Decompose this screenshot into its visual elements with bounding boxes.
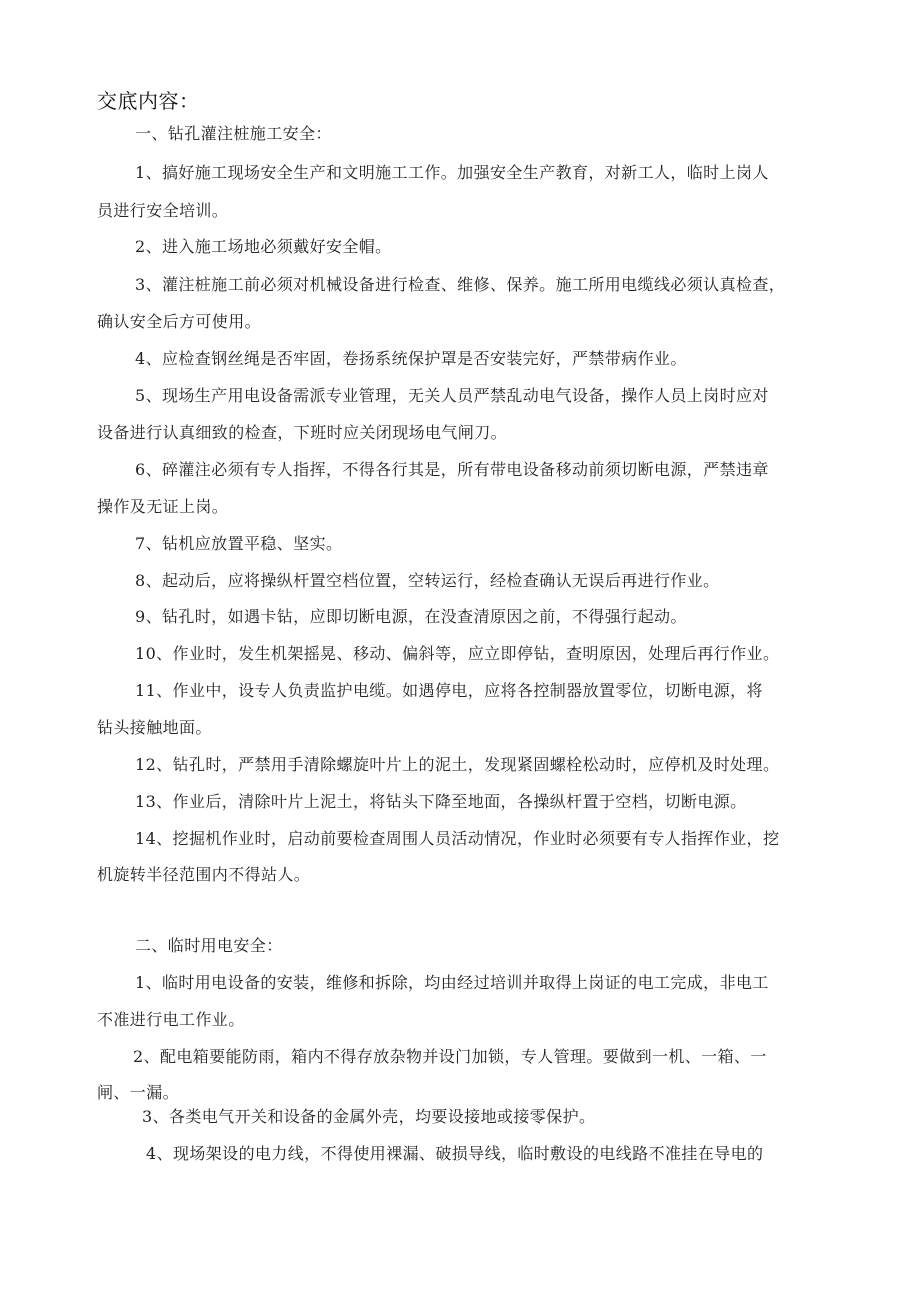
page-heading: 交底内容： [97, 89, 200, 113]
item-1-5-line-1: 5、现场生产用电设备需派专业管理，无关人员严禁乱动电气设备，操作人员上岗时应对 [135, 386, 769, 405]
item-1-8-line-1: 8、起动后，应将操纵杆置空档位置，空转运行，经检查确认无误后再进行作业。 [135, 571, 720, 590]
item-1-11-line-1: 11、作业中，设专人负责监护电缆。如遇停电，应将各控制器放置零位，切断电源，将 [135, 681, 763, 700]
item-1-3-line-2: 确认安全后方可使用。 [97, 312, 262, 331]
item-1-11-line-2: 钻头接触地面。 [97, 718, 212, 737]
item-1-6-line-2: 操作及无证上岗。 [97, 497, 229, 516]
item-1-13-line-1: 13、作业后，清除叶片上泥土，将钻头下降至地面，各操纵杆置于空档，切断电源。 [135, 792, 747, 811]
item-1-14-line-1: 14、挖掘机作业时，启动前要检查周围人员活动情况，作业时必须要有专人指挥作业，挖 [135, 829, 780, 848]
item-2-2-line-1: 2、配电箱要能防雨，箱内不得存放杂物并设门加锁，专人管理。要做到一机、一箱、一 [133, 1047, 767, 1066]
item-2-1-line-2: 不准进行电工作业。 [97, 1010, 245, 1029]
item-1-7-line-1: 7、钻机应放置平稳、坚实。 [135, 534, 343, 553]
item-2-4-line-1: 4、现场架设的电力线，不得使用裸漏、破损导线，临时敷设的电线路不准挂在导电的 [146, 1144, 764, 1163]
section-2-title: 二、临时用电安全： [135, 936, 283, 955]
item-1-3-line-1: 3、灌注桩施工前必须对机械设备进行检查、维修、保养。施工所用电缆线必须认真检查， [135, 275, 786, 294]
item-1-6-line-1: 6、碎灌注必须有专人指挥，不得各行其是，所有带电设备移动前须切断电源，严禁违章 [135, 460, 769, 479]
item-1-5-line-2: 设备进行认真细致的检查，下班时应关闭现场电气闸刀。 [97, 423, 508, 442]
item-1-10-line-1: 10、作业时，发生机架摇晃、移动、偏斜等，应立即停钻，查明原因，处理后再行作业。 [135, 644, 780, 663]
item-1-14-line-2: 机旋转半径范围内不得站人。 [97, 865, 311, 884]
item-1-12-line-1: 12、钻孔时，严禁用手清除螺旋叶片上的泥土，发现紧固螺栓松动时，应停机及时处理。 [135, 755, 780, 774]
item-2-2-line-2: 闸、一漏。 [97, 1083, 180, 1102]
item-2-1-line-1: 1、临时用电设备的安装，维修和拆除，均由经过培训并取得上岗证的电工完成，非电工 [135, 973, 769, 992]
item-1-1-line-1: 1、搞好施工现场安全生产和文明施工工作。加强安全生产教育，对新工人，临时上岗人 [135, 163, 769, 182]
item-1-4-line-1: 4、应检查钢丝绳是否牢固，卷扬系统保护罩是否安装完好，严禁带病作业。 [135, 349, 687, 368]
item-1-1-line-2: 员进行安全培训。 [97, 201, 229, 220]
section-1-title: 一、钻孔灌注桩施工安全： [135, 124, 332, 143]
item-1-2-line-1: 2、进入施工场地必须戴好安全帽。 [135, 237, 392, 256]
item-2-3-line-1: 3、各类电气开关和设备的金属外壳，均要设接地或接零保护。 [142, 1107, 596, 1126]
item-1-9-line-1: 9、钻孔时，如遇卡钻，应即切断电源，在没查清原因之前，不得强行起动。 [135, 607, 687, 626]
